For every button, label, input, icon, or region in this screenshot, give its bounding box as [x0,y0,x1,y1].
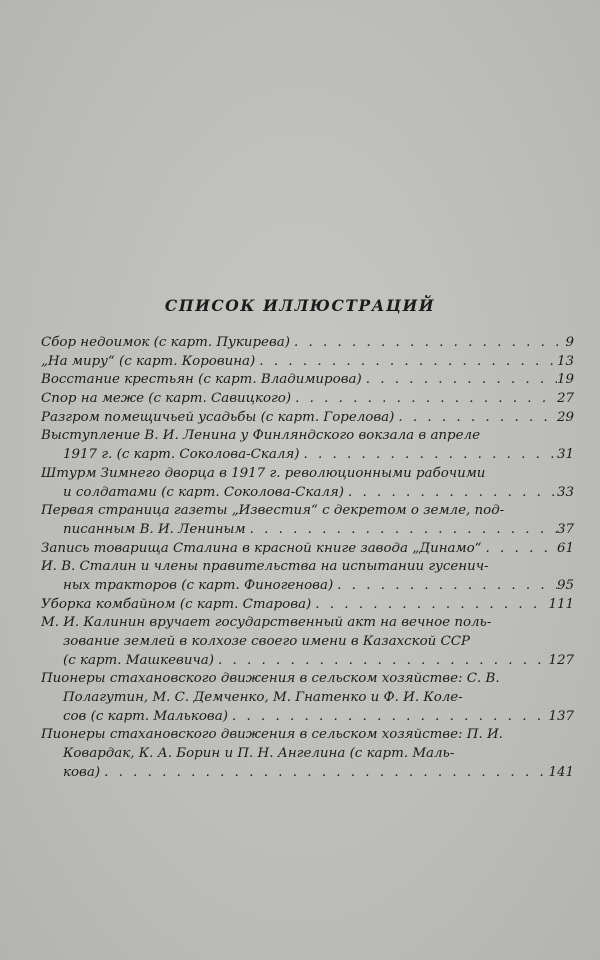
toc-entry-text: ных тракторов (с карт. Финогенова) [63,577,334,593]
toc-entry-text: Разгром помещичьей усадьбы (с карт. Горелова) [41,409,395,425]
toc-entry-text: Штурм Зимнего дворца в 1917 г. революционными рабочими [41,465,486,481]
toc-entry-text: Восстание крестьян (с карт. Владимирова) [41,372,362,388]
dot-leader [228,708,549,727]
dot-leader [362,371,557,390]
page-number: 95 [556,577,574,593]
dot-leader [290,334,566,353]
toc-entry [41,465,574,502]
toc-entry-line [41,371,574,390]
page-number: 9 [565,335,574,350]
toc-entry-line [41,614,574,633]
toc-entry-text: зование землей в колхозе своего имени в Казахской ССР [63,634,471,649]
toc-entry [41,353,574,372]
toc-entry-line [41,558,574,577]
dot-leader [311,596,548,615]
dot-leader [255,353,557,372]
toc-entry-text: Выступление В. И. Ленина у Финляндского вокзала в апреле [41,428,480,444]
toc-entry-line [41,689,574,708]
toc-entry [41,558,574,595]
toc-entry-line [41,726,574,745]
dot-leader [299,446,556,465]
page-number: 37 [556,521,574,537]
toc-entry-line [41,446,574,465]
toc-entry [41,726,574,782]
toc-entry-line [41,745,574,764]
toc-entry-text: и солдатами (с карт. Соколова-Скаля) [63,484,344,500]
toc-entry [41,540,574,559]
dot-leader [344,484,557,503]
toc-entry [41,371,574,390]
toc-entry-line [41,521,574,540]
toc-entry-text: Спор на меже (с карт. Савицкого) [41,391,292,407]
toc-entry-text: (с карт. Машкевича) [63,652,214,668]
toc-entry [41,670,574,726]
toc-entry-line [41,764,574,783]
toc-entry [41,502,574,539]
toc-entry-text: Запись товарища Сталина в красной книге завода „Динамо“ [41,540,482,556]
dot-leader [100,764,548,783]
toc-entry-line [41,708,574,727]
illustrations-list [41,334,574,783]
toc-entry-line [41,353,574,372]
page-number: 137 [548,708,574,724]
toc-entry-text: М. И. Калинин вручает государственный акт на вечное поль- [41,615,492,631]
page-number: 29 [556,409,574,425]
page-number: 31 [556,447,574,463]
dot-leader [394,409,557,428]
toc-entry-line [41,502,574,521]
toc-entry-line [41,596,574,615]
page-number: 141 [548,764,574,780]
toc-entry-text: „На миру“ (с карт. Коровина) [41,353,256,369]
toc-entry-text: писанным В. И. Лениным [63,521,246,537]
toc-entry [41,427,574,464]
toc-entry-text: Сбор недоимок (с карт. Пукирева) [41,335,290,350]
toc-entry-text: Пионеры стахановского движения в сельском хозяйстве: П. И. [41,727,503,743]
toc-entry [41,390,574,409]
toc-entry-line [41,427,574,446]
toc-entry-line [41,484,574,503]
toc-entry-text: И. В. Сталин и члены правительства на испытании гусенич- [41,559,489,575]
dot-leader [482,540,557,559]
toc-entry-text: Ковардак, К. А. Борин и П. Н. Ангелина (с карт. Маль- [63,746,455,762]
toc-entry [41,409,574,428]
toc-entry-line [41,633,574,652]
toc-entry-text: 1917 г. (с карт. Соколова-Скаля) [63,447,300,463]
toc-entry-text: сов (с карт. Малькова) [63,708,228,724]
toc-entry [41,596,574,615]
toc-entry-text: Первая страница газеты „Известия“ с декретом о земле, под- [41,503,505,519]
dot-leader [333,577,557,596]
page-number: 33 [556,484,574,500]
page-number: 111 [548,596,574,612]
toc-entry-line [41,390,574,409]
toc-entry [41,614,574,670]
toc-entry-line [41,577,574,596]
toc-entry-text: Уборка комбайном (с карт. Старова) [41,596,312,612]
toc-entry-text: кова) [63,764,101,780]
dot-leader [291,390,557,409]
toc-entry-text: Полагутин, М. С. Демченко, М. Гнатенко и Ф. И. Коле- [63,690,463,706]
page-number: 127 [548,652,574,668]
dot-leader [246,521,557,540]
toc-entry-line [41,540,574,559]
page-title: СПИСОК ИЛЛЮСТРАЦИЙ [164,296,436,315]
page-number: 61 [556,540,574,556]
dot-leader [214,652,548,671]
page-number: 27 [556,391,574,407]
toc-entry-line [41,652,574,671]
toc-entry-text: Пионеры стахановского движения в сельском хозяйстве: С. В. [41,671,500,687]
page-number: 13 [556,353,574,369]
toc-entry-line [41,409,574,428]
toc-entry-line [41,334,574,353]
page-number: 19 [556,372,574,388]
toc-entry-line [41,465,574,484]
toc-entry-line [41,670,574,689]
toc-entry [41,334,574,353]
